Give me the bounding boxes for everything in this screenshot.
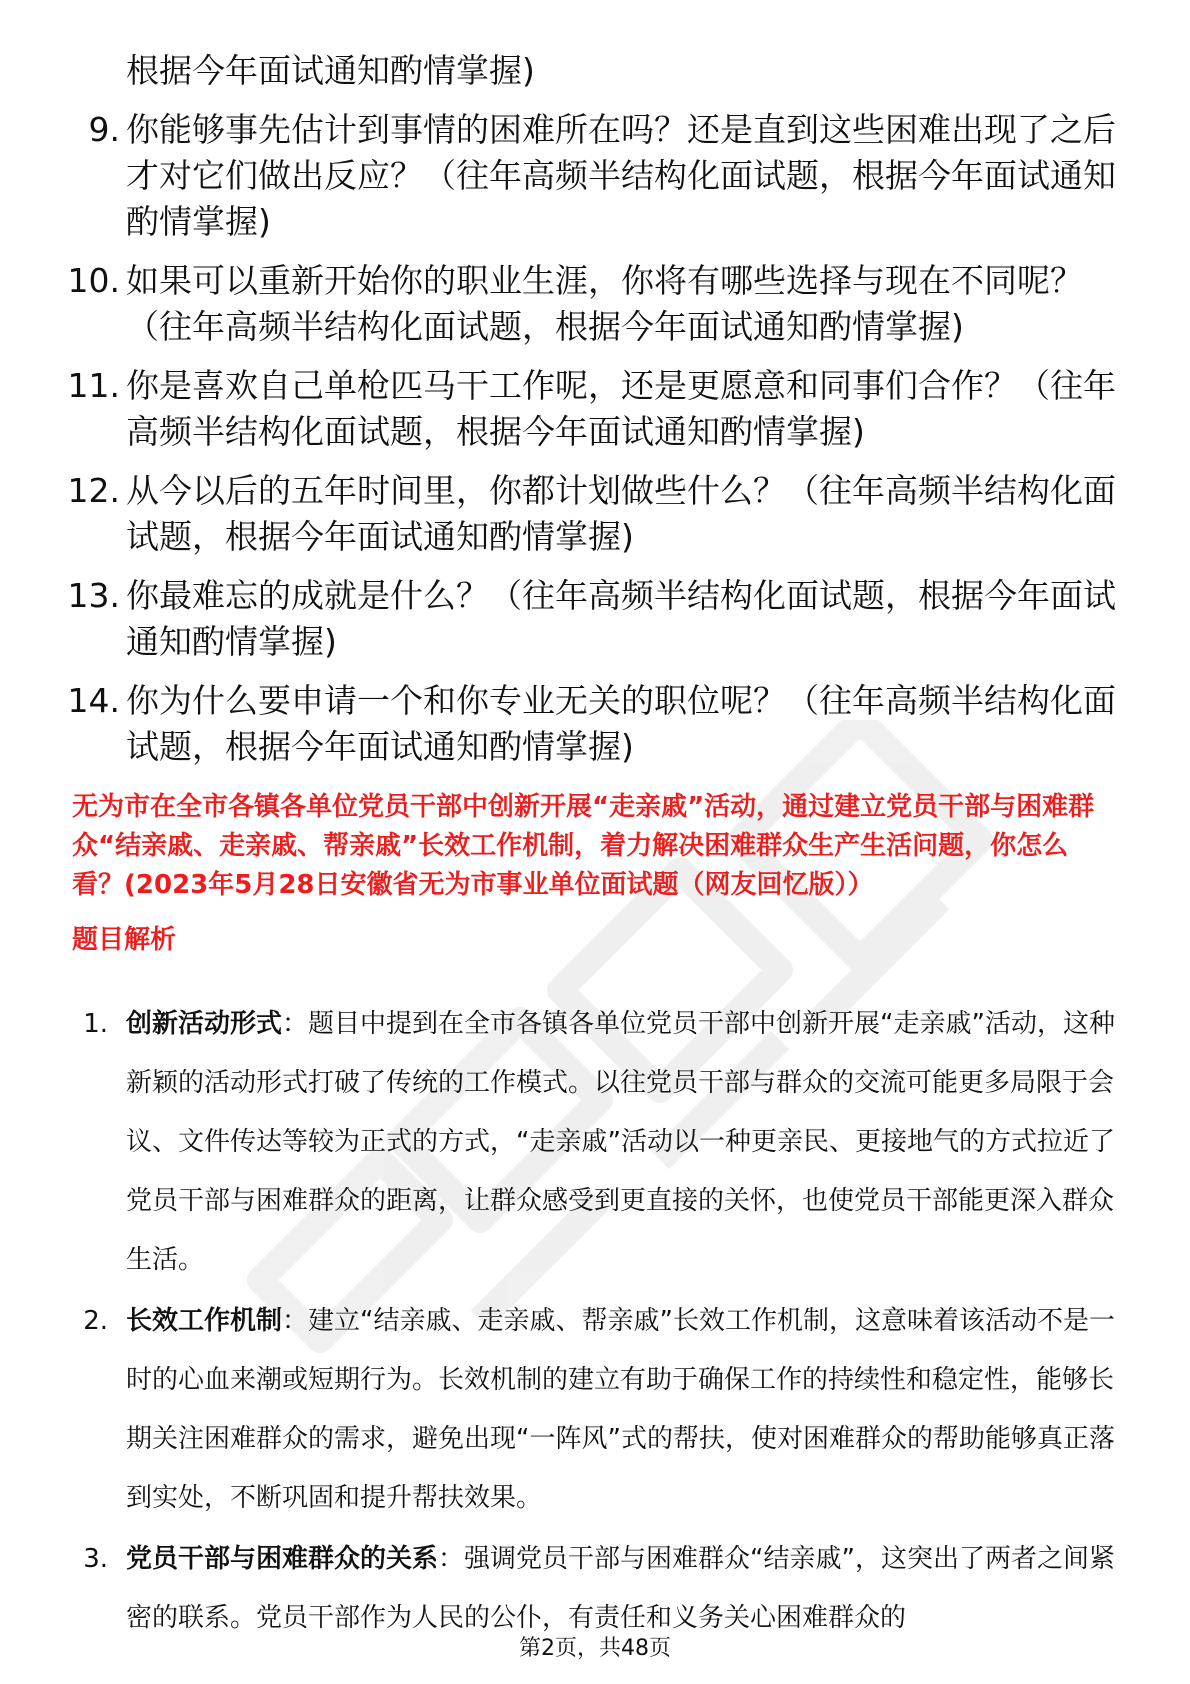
question-item [60, 468, 1120, 560]
question-number: 13. [67, 576, 120, 615]
question-number: 14. [67, 681, 120, 720]
question-text: 你为什么要申请一个和你专业无关的职位呢？（往年高频半结构化面试题，根据今年面试通知酌情掌握) [126, 681, 1116, 766]
question-continuation: 根据今年面试通知酌情掌握) [126, 51, 535, 90]
analysis-number: 3. [83, 1544, 108, 1574]
question-number: 11. [67, 366, 120, 405]
analysis-title: 题目解析 [72, 925, 177, 955]
question-item [60, 678, 1120, 770]
question-number: 12. [67, 471, 120, 510]
analysis-item [72, 1530, 1120, 1648]
analysis-term: 党员干部与困难群众的关系 [126, 1544, 439, 1574]
analysis-text: ：建立“结亲戚、走亲戚、帮亲戚”长效工作机制，这意味着该活动不是一时的心血来潮或短期行为。长效机制的建立有助于确保工作的持续性和稳定性，能够长期关注困难群众的需求，避免出现“一阵风”式的帮扶，使对困难群众的帮助能够真正落到实处，不断巩固和提升帮扶效果。 [126, 1306, 1115, 1513]
question-text: 从今以后的五年时间里，你都计划做些什么？（往年高频半结构化面试题，根据今年面试通知酌情掌握) [126, 471, 1116, 556]
analysis-number: 1. [83, 1009, 108, 1039]
question-text: 你能够事先估计到事情的困难所在吗？还是直到这些困难出现了之后才对它们做出反应？（往年高频半结构化面试题，根据今年面试通知酌情掌握) [126, 110, 1116, 241]
question-text: 你最难忘的成就是什么？（往年高频半结构化面试题，根据今年面试通知酌情掌握) [126, 576, 1116, 661]
question-number: 10. [67, 261, 120, 300]
question-text: 如果可以重新开始你的职业生涯，你将有哪些选择与现在不同呢？（往年高频半结构化面试题，根据今年面试通知酌情掌握) [126, 261, 1083, 346]
question-item [60, 363, 1120, 455]
analysis-term: 创新活动形式 [126, 1009, 283, 1039]
analysis-list [72, 995, 1120, 1650]
question-text: 你是喜欢自己单枪匹马干工作呢，还是更愿意和同事们合作？（往年高频半结构化面试题，根据今年面试通知酌情掌握) [126, 366, 1116, 451]
analysis-text: ：题目中提到在全市各镇各单位党员干部中创新开展“走亲戚”活动，这种新颖的活动形式打破了传统的工作模式。以往党员干部与群众的交流可能更多局限于会议、文件传达等较为正式的方式，“走亲戚”活动以一种更亲民、更接地气的方式拉近了党员干部与困难群众的距离，让群众感受到更直接的关怀，也使党员干部能更深入群众生活。 [126, 1009, 1115, 1275]
question-item [60, 107, 1120, 245]
analysis-number: 2. [83, 1306, 108, 1336]
question-item [60, 573, 1120, 665]
analysis-item [72, 1292, 1120, 1528]
analysis-term: 长效工作机制 [126, 1306, 283, 1336]
page-footer: 第2页，共48页 [519, 1636, 671, 1661]
question-item [60, 258, 1120, 350]
analysis-text: ：强调党员干部与困难群众“结亲戚”，这突出了两者之间紧密的联系。党员干部作为人民的公仆，有责任和义务关心困难群众的 [126, 1544, 1115, 1633]
question-number: 9. [88, 110, 120, 149]
question-heading: 无为市在全市各镇各单位党员干部中创新开展“走亲戚”活动，通过建立党员干部与困难群众“结亲戚、走亲戚、帮亲戚”长效工作机制，着力解决困难群众生产生活问题，你怎么看？(2023年5月28日安徽省无为市事业单位面试题（网友回忆版）） [72, 792, 1095, 900]
question-list [60, 48, 1120, 783]
analysis-item [72, 995, 1120, 1290]
